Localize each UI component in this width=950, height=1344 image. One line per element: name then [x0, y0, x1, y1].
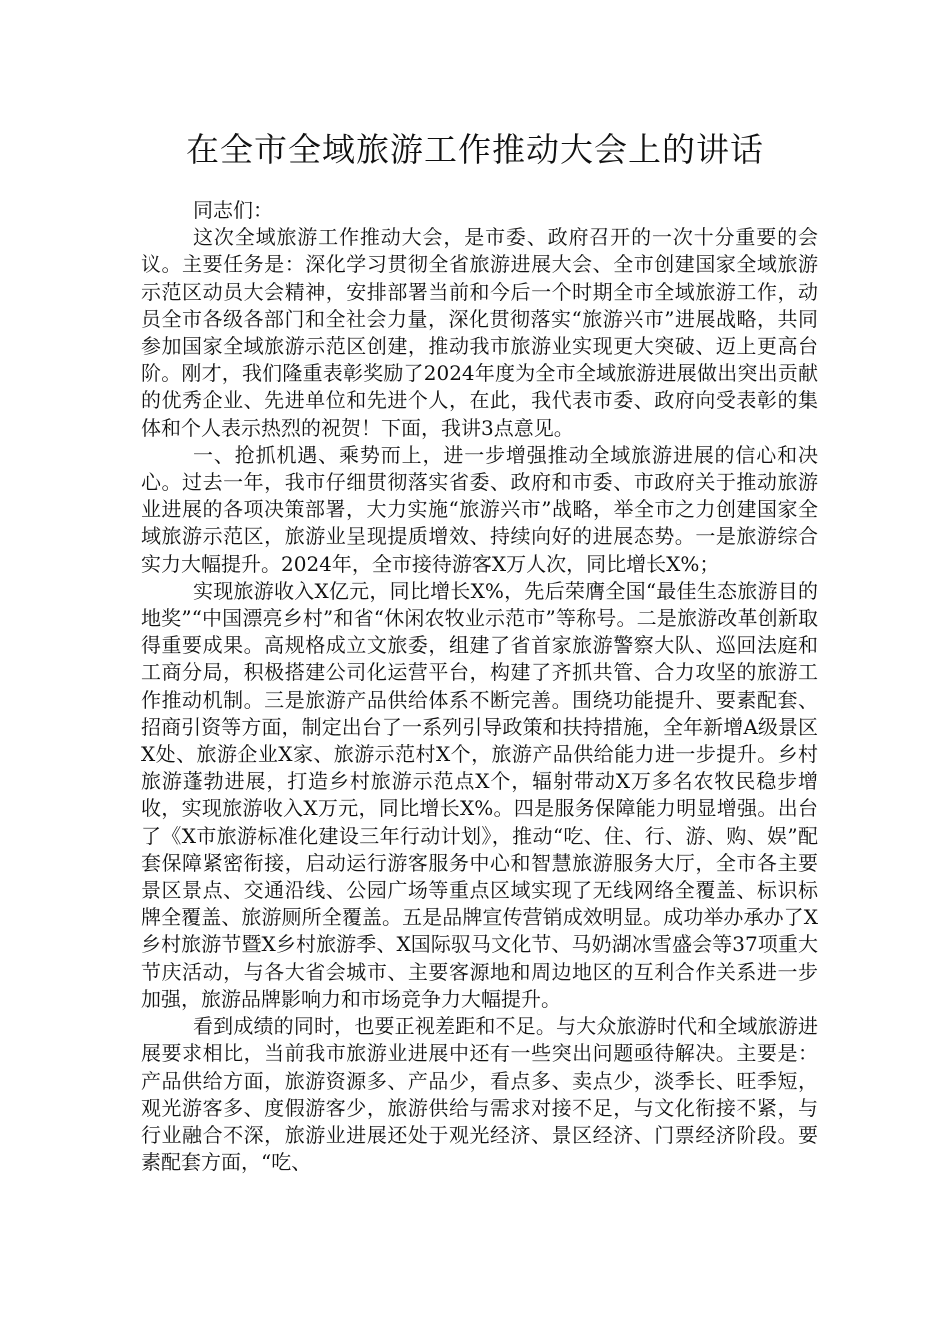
paragraph: 这次全域旅游工作推动大会，是市委、政府召开的一次十分重要的会议。主要任务是：深化学习贯彻全省旅游进展大会、全市创建国家全域旅游示范区动员大会精神，安排部署当前和今后一个时期全市全域旅游工作，动员全市各级各部门和全社会力量，深化贯彻落实“旅游兴市”进展战略，共同参加国家全域旅游示范区创建，推动我市旅游业实现更大突破、迈上更高台阶。刚才，我们隆重表彰奖励了2024年度为全市全域旅游进展做出突出贡献的优秀企业、先进单位和先进个人，在此，我代表市委、政府向受表彰的集体和个人表示热烈的祝贺！下面，我讲3点意见。: [141, 225, 818, 440]
paragraph: 实现旅游收入X亿元，同比增长X%，先后荣膺全国“最佳生态旅游目的地奖”“中国漂亮乡村”和省“休闲农牧业示范市”等称号。二是旅游改革创新取得重要成果。高规格成立文旅委，组建了省首家旅游警察大队、巡回法庭和工商分局，积极搭建公司化运营平台，构建了齐抓共管、合力攻坚的旅游工作推动机制。三是旅游产品供给体系不断完善。围绕功能提升、要素配套、招商引资等方面，制定出台了一系列引导政策和扶持措施，全年新增A级景区X处、旅游企业X家、旅游示范村X个，旅游产品供给能力进一步提升。乡村旅游蓬勃进展，打造乡村旅游示范点X个，辐射带动X万多名农牧民稳步增收，实现旅游收入X万元，同比增长X%。四是服务保障能力明显增强。出台了《X市旅游标准化建设三年行动计划》，推动“吃、住、行、游、购、娱”配套保障紧密衔接，启动运行游客服务中心和智慧旅游服务大厅，全市各主要景区景点、交通沿线、公园广场等重点区域实现了无线网络全覆盖、标识标牌全覆盖、旅游厕所全覆盖。五是品牌宣传营销成效明显。成功举办承办了X乡村旅游节暨X乡村旅游季、X国际驭马文化节、马奶湖冰雪盛会等37项重大节庆活动，与各大省会城市、主要客源地和周边地区的互利合作关系进一步加强，旅游品牌影响力和市场竞争力大幅提升。: [141, 578, 818, 1011]
paragraph: 一、抢抓机遇、乘势而上，进一步增强推动全域旅游进展的信心和决心。过去一年，我市仔细贯彻落实省委、政府和市委、市政府关于推动旅游业进展的各项决策部署，大力实施“旅游兴市”战略，举全市之力创建国家全域旅游示范区，旅游业呈现提质增效、持续向好的进展态势。一是旅游综合实力大幅提升。2024年，全市接待游客X万人次，同比增长X%；: [141, 442, 818, 576]
document-body: [141, 197, 818, 1176]
document-title: 在全市全域旅游工作推动大会上的讲话: [186, 130, 764, 169]
greeting: 同志们：: [193, 198, 273, 222]
paragraph: 看到成绩的同时，也要正视差距和不足。与大众旅游时代和全域旅游进展要求相比，当前我市旅游业进展中还有一些突出问题亟待解决。主要是：产品供给方面，旅游资源多、产品少，看点多、卖点少，淡季长、旺季短，观光游客多、度假游客少，旅游供给与需求对接不足，与文化衔接不紧，与行业融合不深，旅游业进展还处于观光经济、景区经济、门票经济阶段。要素配套方面，“吃、: [141, 1014, 818, 1175]
